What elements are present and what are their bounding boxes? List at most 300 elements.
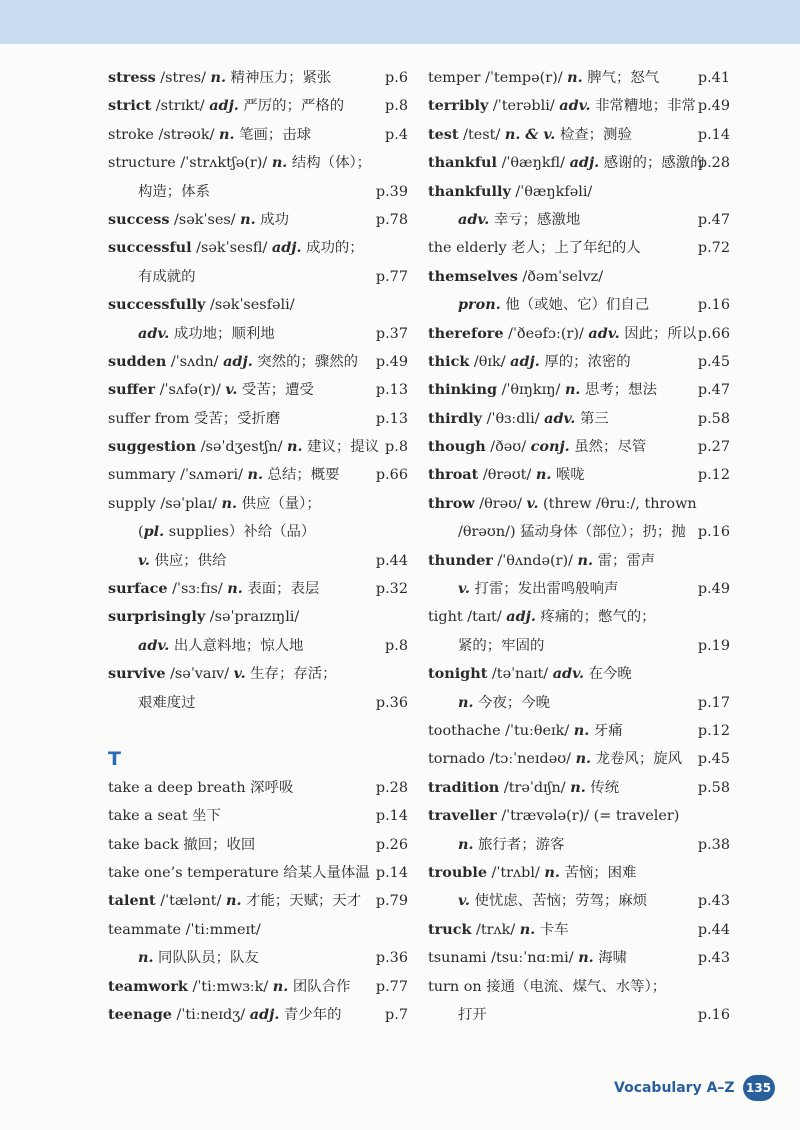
entry-text <box>108 206 289 234</box>
entry-body: tight /taɪt/ <box>428 609 507 626</box>
entry-text <box>428 263 603 291</box>
definition: 今夜；今晚 <box>473 694 551 711</box>
entry-text <box>108 831 255 859</box>
definition: 团队合作 <box>288 978 351 995</box>
entry-text <box>428 178 592 206</box>
page-reference: p.79 <box>375 893 408 910</box>
entry-body: /ˈθæŋkfl/ <box>497 155 570 172</box>
definition: 苦恼；困难 <box>559 864 637 881</box>
vocab-line <box>428 121 730 149</box>
entry-body: summary /ˈsʌməri/ <box>108 467 248 484</box>
vocab-line <box>108 831 408 859</box>
part-of-speech: n. <box>227 580 243 598</box>
part-of-speech: n. <box>210 69 226 86</box>
page-reference: p.13 <box>375 410 408 427</box>
definition: 旅行者；游客 <box>473 836 565 853</box>
definition: 检查；测验 <box>555 126 632 143</box>
entry-body: /ˈsɜːfɪs/ <box>167 581 228 598</box>
page-reference: p.16 <box>697 297 730 314</box>
page-footer <box>614 1075 775 1101</box>
entry-text <box>428 518 686 546</box>
definition: 思考；想法 <box>580 382 657 399</box>
vocab-line <box>428 92 730 120</box>
part-of-speech: adj. <box>506 608 536 626</box>
vocab-line <box>108 774 408 802</box>
page-reference: p.28 <box>697 155 730 172</box>
vocab-line <box>428 433 730 461</box>
entry-body: /ˈtrævələ(r)/ (= traveler) <box>496 808 680 825</box>
entry-body: /ˈterəbli/ <box>488 98 560 115</box>
entry-body: /ðəmˈselvz/ <box>517 268 604 285</box>
entry-text <box>428 575 618 603</box>
page-reference: p.43 <box>697 893 730 910</box>
entry-body: /strɪkt/ <box>151 98 210 115</box>
definition: 受苦；遭受 <box>237 382 314 399</box>
definition: 供应；供给 <box>149 552 227 569</box>
entry-body: teammate /ˈtiːmmeɪt/ <box>108 921 261 938</box>
definition: 有成就的 <box>138 268 196 285</box>
page-reference: p.77 <box>375 268 408 285</box>
part-of-speech: v. <box>138 551 150 569</box>
definition: 在今晚 <box>584 666 632 683</box>
vocab-line <box>428 859 730 887</box>
entry-body: toothache /ˈtuːθeɪk/ <box>428 722 574 739</box>
entry-text <box>108 320 275 348</box>
entry-body: /ˈθɜːdli/ <box>482 410 545 427</box>
entry-text <box>108 376 314 404</box>
entry-text <box>108 461 340 489</box>
entry-body: /səˈvaɪv/ <box>165 666 234 683</box>
headword: trouble <box>428 863 487 881</box>
part-of-speech: n. <box>247 466 263 484</box>
vocab-line <box>108 461 408 489</box>
page-reference: p.14 <box>697 126 730 143</box>
entry-text <box>428 320 696 348</box>
definition: 龙卷风；旋风 <box>591 751 682 768</box>
entry-text <box>428 916 569 944</box>
part-of-speech: n. & v. <box>504 125 556 143</box>
headword: though <box>428 438 486 456</box>
page-reference: p.77 <box>375 978 408 995</box>
vocab-line <box>428 291 730 319</box>
page-reference: p.32 <box>375 581 408 598</box>
vocab-line <box>108 376 408 404</box>
page-reference: p.16 <box>697 524 730 541</box>
entry-text <box>428 1001 487 1029</box>
page-number-badge: 135 <box>743 1075 775 1101</box>
entry-body: stroke /strəʊk/ <box>108 126 220 143</box>
definition: 卡车 <box>535 921 569 938</box>
vocab-line <box>428 206 730 234</box>
entry-text <box>108 263 196 291</box>
entry-text <box>108 802 221 830</box>
entry-text <box>428 376 657 404</box>
vocab-line <box>428 632 730 660</box>
entry-body: /ˈθʌndə(r)/ <box>492 552 578 569</box>
entry-text <box>108 887 361 915</box>
vocab-line <box>428 887 730 915</box>
vocab-line <box>428 263 730 291</box>
entry-body: suffer from 受苦；受折磨 <box>108 410 281 427</box>
headword: throat <box>428 466 479 484</box>
vocab-line <box>428 660 730 688</box>
entry-body: /test/ <box>458 126 505 143</box>
entry-text <box>108 944 259 972</box>
definition: 幸亏；感激地 <box>489 211 581 228</box>
definition: /θrəʊn/) 猛动身体（部位）；扔；抛 <box>458 524 686 541</box>
page-reference: p.41 <box>697 70 730 86</box>
entry-text <box>428 944 627 972</box>
headword: successfully <box>108 296 206 314</box>
entry-body: /ˈsʌfə(r)/ <box>155 382 226 399</box>
entry-body: /təˈnaɪt/ <box>487 666 553 683</box>
entry-body: /ˈθɪŋkɪŋ/ <box>497 382 565 399</box>
vocab-line <box>428 916 730 944</box>
vocab-line <box>108 320 408 348</box>
entry-text <box>428 973 666 1001</box>
vocab-line <box>428 320 730 348</box>
vocab-line <box>428 234 730 262</box>
entry-text <box>108 859 370 887</box>
entry-body: /ˈsʌdn/ <box>166 353 224 370</box>
left-column <box>108 64 408 1029</box>
vocab-line <box>428 944 730 972</box>
entry-text <box>108 291 295 319</box>
vocab-line <box>428 802 730 830</box>
definition: 疼痛的；憋气的； <box>535 609 656 626</box>
vocab-line <box>428 575 730 603</box>
entry-body: /ˈðeəfɔː(r)/ <box>503 325 589 342</box>
part-of-speech: adv. <box>138 636 170 654</box>
definition: 表面；表层 <box>242 581 320 598</box>
definition: 艰难度过 <box>138 694 196 711</box>
entry-body: /ˈθæŋkfəli/ <box>510 183 593 200</box>
definition: 严厉的；严格的 <box>238 98 345 115</box>
vocab-line <box>108 348 408 376</box>
part-of-speech: pron. <box>458 296 501 314</box>
page-reference: p.17 <box>697 694 730 711</box>
page-reference: p.49 <box>697 98 730 115</box>
part-of-speech: n. <box>578 949 594 967</box>
entry-text <box>428 802 679 830</box>
entry-text <box>108 234 364 262</box>
vocab-line <box>428 745 730 773</box>
part-of-speech: adv. <box>458 210 490 228</box>
definition: 雷；雷声 <box>593 552 656 569</box>
page-reference: p.8 <box>385 439 408 456</box>
definition: 非常糟地；非常 <box>590 98 696 115</box>
part-of-speech: n. <box>458 835 474 853</box>
page-reference: p.14 <box>375 808 408 825</box>
vocab-line <box>428 774 730 802</box>
definition: 成功地；顺利地 <box>169 325 275 342</box>
vocab-line <box>428 603 730 631</box>
t-entries-continued <box>428 64 730 1029</box>
entry-body: /ˈtrʌbl/ <box>486 864 545 881</box>
entry-text <box>428 831 564 859</box>
vocab-line <box>108 973 408 1001</box>
entry-text <box>108 64 331 92</box>
vocab-line <box>108 178 408 206</box>
headword: survive <box>108 665 166 683</box>
definition: 传统 <box>585 779 620 796</box>
entry-body: ( <box>138 524 144 541</box>
vocab-line <box>108 92 408 120</box>
vocab-line <box>428 348 730 376</box>
entry-body: tornado /tɔːˈneɪdəʊ/ <box>428 751 576 768</box>
vocab-line <box>428 1001 730 1029</box>
entry-text <box>108 121 311 149</box>
page-reference: p.4 <box>385 126 408 143</box>
part-of-speech: n. <box>221 494 237 512</box>
definition: 牙痛 <box>589 722 623 739</box>
headword: suffer <box>108 381 156 399</box>
entry-text <box>108 916 261 944</box>
entry-text <box>428 887 647 915</box>
part-of-speech: adv. <box>552 665 585 683</box>
part-of-speech: adv. <box>138 324 170 342</box>
vocab-line <box>428 973 730 1001</box>
entry-text <box>428 689 550 717</box>
headword: test <box>428 125 459 143</box>
definition: 打雷；发出雷鸣般响声 <box>469 581 619 598</box>
entry-body: /ðəʊ/ <box>485 439 531 456</box>
definition: 紧的；牢固的 <box>458 637 545 654</box>
vocab-line <box>108 206 408 234</box>
part-of-speech: n. <box>219 125 235 143</box>
entry-body: /səˈdʒestʃn/ <box>196 439 288 456</box>
part-of-speech: n. <box>577 551 594 569</box>
headword: sudden <box>108 352 167 370</box>
headword: thirdly <box>428 409 483 427</box>
entry-text <box>428 859 636 887</box>
definition: 建议；提议 <box>302 439 380 456</box>
entry-body: /ˈtiːneɪdʒ/ <box>171 1006 250 1023</box>
definition: 精神压力；紧张 <box>225 70 332 86</box>
headword: truck <box>428 920 472 938</box>
part-of-speech: adv. <box>544 409 576 427</box>
entry-body: /ˈtælənt/ <box>155 893 226 910</box>
definition: 厚的；浓密的 <box>539 353 631 370</box>
part-of-speech: adj. <box>510 352 540 370</box>
headword: thunder <box>428 551 493 569</box>
vocab-line <box>108 518 408 546</box>
entry-text <box>108 92 344 120</box>
vocab-line <box>108 490 408 518</box>
part-of-speech: v. <box>225 381 238 399</box>
headword: suggestion <box>108 438 197 456</box>
vocab-line <box>108 1001 408 1029</box>
entry-body: tsunami /tsuːˈnɑːmi/ <box>428 950 579 967</box>
headword: tonight <box>428 665 488 683</box>
headword: thinking <box>428 381 498 399</box>
definition: 脾气；怒气 <box>582 70 660 86</box>
entry-body: the elderly 老人；上了年纪的人 <box>428 240 641 257</box>
page-reference: p.36 <box>375 950 408 967</box>
vocab-line <box>428 831 730 859</box>
part-of-speech: n. <box>544 863 560 881</box>
definition: 海啸 <box>593 950 628 967</box>
part-of-speech: n. <box>535 466 552 484</box>
vocab-line <box>108 64 408 92</box>
entry-text <box>428 461 585 489</box>
part-of-speech: v. <box>458 580 470 598</box>
entry-body: /səkˈsesfl/ <box>191 240 272 257</box>
entry-text <box>108 774 293 802</box>
part-of-speech: pl. <box>143 523 165 541</box>
part-of-speech: n. <box>287 438 303 456</box>
entry-text <box>108 518 315 546</box>
page-reference: p.36 <box>375 694 408 711</box>
vocab-line <box>108 575 408 603</box>
entry-body: /stres/ <box>155 70 211 86</box>
top-color-band <box>0 0 800 44</box>
part-of-speech: n. <box>226 892 242 910</box>
part-of-speech: adj. <box>271 239 302 257</box>
definition: 第三 <box>575 410 609 427</box>
vocab-line <box>428 376 730 404</box>
vocab-line <box>108 263 408 291</box>
entry-text <box>428 92 696 120</box>
definition: 成功 <box>255 211 290 228</box>
page-reference: p.19 <box>697 637 730 654</box>
part-of-speech: n. <box>575 750 592 768</box>
vocab-line <box>428 149 730 177</box>
entry-text <box>108 178 210 206</box>
definition: (threw /θruː/, thrown <box>538 495 697 512</box>
s-entries <box>108 64 408 717</box>
entry-text <box>108 405 280 433</box>
entry-text <box>428 745 682 773</box>
headword: thankful <box>428 154 497 172</box>
page-reference: p.8 <box>385 98 408 115</box>
headword: teenage <box>108 1005 172 1023</box>
entry-text <box>108 603 299 631</box>
page-reference: p.49 <box>697 581 730 598</box>
definition: 打开 <box>458 1006 487 1023</box>
definition: 生存；存活； <box>245 666 337 683</box>
headword: throw <box>428 494 475 512</box>
page-reference: p.7 <box>385 1006 408 1023</box>
vocab-line <box>108 887 408 915</box>
definition: 笔画；击球 <box>234 126 312 143</box>
entry-text <box>108 689 196 717</box>
page-reference: p.37 <box>375 325 408 342</box>
part-of-speech: conj. <box>530 438 570 456</box>
definition: 成功的； <box>301 240 364 257</box>
entry-body: /ˈtiːmwɜːk/ <box>187 978 273 995</box>
entry-text <box>108 547 226 575</box>
part-of-speech: adv. <box>559 97 591 115</box>
vocab-line <box>428 717 730 745</box>
page-reference: p.8 <box>385 637 408 654</box>
entry-body: /səˈpraɪzɪŋli/ <box>205 609 300 626</box>
page-reference: p.72 <box>697 240 730 257</box>
definition: 供应（量）； <box>237 495 321 512</box>
page-reference: p.12 <box>697 722 730 739</box>
part-of-speech: n. <box>240 210 256 228</box>
vocab-line <box>108 433 408 461</box>
entry-body: take a seat 坐下 <box>108 808 221 825</box>
entry-text <box>108 490 321 518</box>
part-of-speech: adj. <box>209 97 239 115</box>
page-reference: p.78 <box>375 211 408 228</box>
definition: 构造；体系 <box>138 183 210 200</box>
part-of-speech: adv. <box>588 324 620 342</box>
entry-text <box>428 632 544 660</box>
entry-text <box>108 973 350 1001</box>
headword: therefore <box>428 324 504 342</box>
definition: 才能；天赋；天才 <box>241 893 362 910</box>
entry-text <box>428 405 609 433</box>
definition: 因此；所以 <box>619 325 697 342</box>
entry-text <box>428 660 632 688</box>
page-reference: p.39 <box>375 183 408 200</box>
entry-body: /θrəʊ/ <box>474 495 527 512</box>
part-of-speech: n. <box>271 154 288 172</box>
entry-body: /səkˈsesfəli/ <box>205 297 295 314</box>
vocab-line <box>108 632 408 660</box>
definition: 总结；概要 <box>262 467 340 484</box>
headword: thick <box>428 352 470 370</box>
entry-body: take back 撤回；收回 <box>108 836 256 853</box>
page-reference: p.49 <box>375 353 408 370</box>
part-of-speech: n. <box>573 721 590 739</box>
vocab-line <box>108 547 408 575</box>
vocab-line <box>428 178 730 206</box>
page-reference: p.66 <box>375 467 408 484</box>
vocab-line <box>428 518 730 546</box>
headword: talent <box>108 892 156 910</box>
vocab-line <box>108 689 408 717</box>
headword: strict <box>108 97 152 115</box>
page-reference: p.58 <box>697 779 730 796</box>
vocab-line <box>428 64 730 92</box>
page-reference: p.28 <box>375 779 408 796</box>
vocab-line <box>108 291 408 319</box>
headword: successful <box>108 239 192 257</box>
entry-text <box>428 547 655 575</box>
headword: tradition <box>428 778 500 796</box>
definition: 他（或她、它）们自己 <box>500 297 650 314</box>
vocab-line <box>108 859 408 887</box>
vocab-line <box>108 121 408 149</box>
page-reference: p.6 <box>385 70 408 86</box>
page-reference: p.47 <box>697 211 730 228</box>
right-column <box>428 64 730 1029</box>
part-of-speech: v. <box>458 892 470 910</box>
entry-text <box>428 121 632 149</box>
headword: stress <box>108 69 156 86</box>
part-of-speech: n. <box>519 920 536 938</box>
entry-text <box>108 575 319 603</box>
definition: 结构（体）； <box>287 155 372 172</box>
page-reference: p.44 <box>375 552 408 569</box>
page-reference: p.47 <box>697 382 730 399</box>
entry-text <box>108 660 337 688</box>
entry-text <box>108 348 358 376</box>
entry-text <box>428 490 697 518</box>
page-reference: p.13 <box>375 382 408 399</box>
vocab-line <box>108 603 408 631</box>
entry-body: /θɪk/ <box>469 353 511 370</box>
part-of-speech: adj. <box>249 1005 280 1023</box>
headword: terribly <box>428 97 489 115</box>
headword: surprisingly <box>108 608 206 626</box>
page-reference: p.16 <box>697 1006 730 1023</box>
footer-label: Vocabulary A–Z <box>614 1080 735 1096</box>
vocab-line <box>428 461 730 489</box>
